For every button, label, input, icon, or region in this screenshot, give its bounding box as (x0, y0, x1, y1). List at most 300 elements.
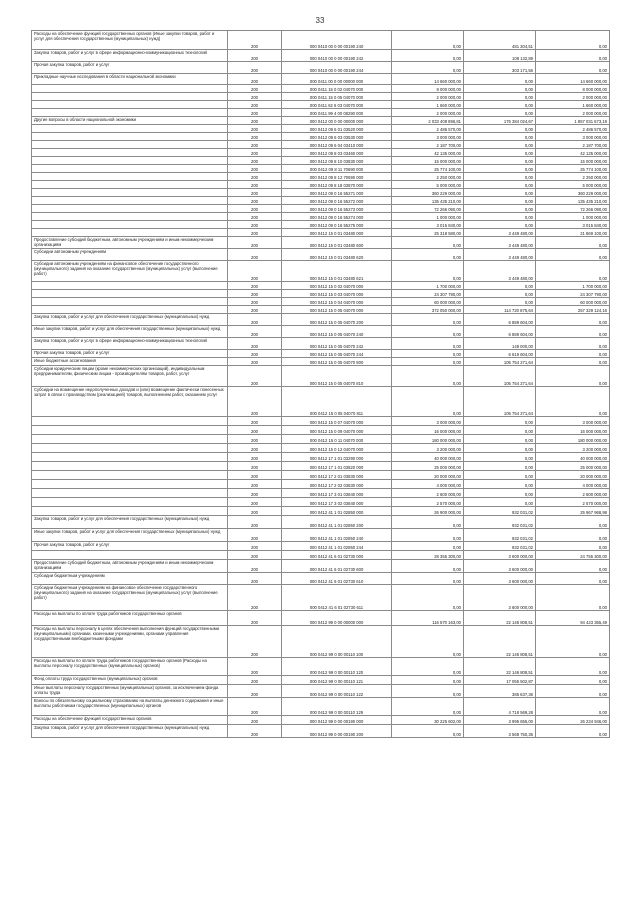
row-executed-cell: 0,00 (464, 417, 536, 426)
row-code-cell: 200 (228, 133, 282, 141)
row-name-cell (32, 125, 228, 133)
table-row (32, 350, 610, 358)
row-executed-cell: 3 600 000,00 (464, 585, 536, 611)
row-kbk-cell: 000 0412 09 6 03 03530 000 (282, 133, 392, 141)
row-executed-cell: 6 889 604,00 (464, 314, 536, 326)
page-number: 33 (315, 16, 325, 25)
row-name-cell: Предоставление субсидий бюджетным, автономным учреждениям и иным некоммерческим организациям (32, 560, 228, 573)
table-row (32, 611, 610, 626)
row-kbk-cell: 000 0412 09 0 16 55271 000 (282, 189, 392, 197)
row-code-cell: 200 (228, 444, 282, 453)
table-row (32, 31, 610, 50)
table-row (32, 358, 610, 366)
row-code-cell: 200 (228, 480, 282, 489)
row-kbk-cell: 000 0412 17 2 02 03830 000 (282, 480, 392, 489)
row-code-cell: 200 (228, 306, 282, 314)
table-row (32, 516, 610, 529)
table-row (32, 117, 610, 125)
row-unexecuted-cell: 0,00 (536, 560, 610, 573)
row-kbk-cell: 000 0412 99 0 00 00110 120 (282, 658, 392, 676)
row-code-cell: 200 (228, 573, 282, 585)
row-code-cell: 200 (228, 62, 282, 74)
row-unexecuted-cell: 21 869 100,00 (536, 229, 610, 237)
row-code-cell: 200 (228, 507, 282, 516)
row-code-cell: 200 (228, 611, 282, 626)
row-kbk-cell: 000 0412 15 0 02 04070 000 (282, 282, 392, 290)
table-row (32, 685, 610, 698)
row-code-cell: 200 (228, 85, 282, 93)
table-row (32, 698, 610, 716)
row-code-cell: 200 (228, 165, 282, 173)
row-code-cell: 200 (228, 551, 282, 560)
row-unexecuted-cell: 0,00 (536, 366, 610, 387)
row-unexecuted-cell: 0,00 (536, 62, 610, 74)
row-executed-cell: 6 889 604,00 (464, 326, 536, 338)
row-code-cell: 200 (228, 74, 282, 85)
row-approved-cell: 25 000 000,00 (392, 462, 464, 471)
row-kbk-cell: 000 0412 00 0 00 00000 000 (282, 117, 392, 125)
row-approved-cell: 25 318 580,00 (392, 229, 464, 237)
row-executed-cell: 3 449 480,00 (464, 237, 536, 249)
row-code-cell: 200 (228, 205, 282, 213)
row-kbk-cell: 000 0412 99 0 00 00000 000 (282, 611, 392, 626)
row-code-cell: 200 (228, 529, 282, 542)
row-executed-cell: 0,00 (464, 93, 536, 101)
row-name-cell (32, 221, 228, 229)
row-unexecuted-cell: 257 329 124,16 (536, 306, 610, 314)
row-executed-cell: 0,00 (464, 101, 536, 109)
row-kbk-cell: 000 0412 17 3 01 03840 000 (282, 489, 392, 498)
row-approved-cell: 0,00 (392, 573, 464, 585)
row-executed-cell: 176 384 024,67 (464, 117, 536, 125)
row-name-cell (32, 101, 228, 109)
row-kbk-cell: 000 0411 15 0 02 04070 000 (282, 85, 392, 93)
row-approved-cell: 0,00 (392, 516, 464, 529)
table-row (32, 229, 610, 237)
table-row (32, 181, 610, 189)
row-approved-cell: 180 000 000,00 (392, 435, 464, 444)
row-unexecuted-cell: 2 486 570,00 (536, 125, 610, 133)
row-executed-cell: 0,00 (464, 444, 536, 453)
row-name-cell: Закупка товаров, работ и услуг для обеспечения государственных (муниципальных) нужд (32, 314, 228, 326)
row-unexecuted-cell: 0,00 (536, 261, 610, 282)
table-row (32, 471, 610, 480)
row-name-cell (32, 471, 228, 480)
row-kbk-cell: 000 0412 99 0 00 00110 122 (282, 685, 392, 698)
row-approved-cell: 1 000 000,00 (392, 213, 464, 221)
row-unexecuted-cell: 0,00 (536, 237, 610, 249)
table-row (32, 551, 610, 560)
row-name-cell: Закупка товаров, работ и услуг в сфере информационно-коммуникационных технологий (32, 338, 228, 350)
row-code-cell: 200 (228, 249, 282, 261)
row-code-cell: 200 (228, 298, 282, 306)
row-approved-cell: 1 700 000,00 (392, 282, 464, 290)
row-name-cell (32, 189, 228, 197)
row-kbk-cell: 000 0412 15 0 03 04070 000 (282, 290, 392, 298)
row-executed-cell: 0,00 (464, 173, 536, 181)
row-approved-cell: 8 000 000,00 (392, 85, 464, 93)
row-code-cell: 200 (228, 125, 282, 133)
row-executed-cell: 0,00 (464, 426, 536, 435)
table-row (32, 165, 610, 173)
row-unexecuted-cell: 0,00 (536, 314, 610, 326)
table-row (32, 74, 610, 85)
row-executed-cell: 0,00 (464, 298, 536, 306)
row-approved-cell: 0,00 (392, 62, 464, 74)
row-name-cell: Предоставление субсидий бюджетным, автономным учреждениям и иным некоммерческим организациям (32, 237, 228, 249)
row-unexecuted-cell: 14 660 000,00 (536, 74, 610, 85)
row-kbk-cell: 000 0412 15 0 05 04070 200 (282, 314, 392, 326)
row-approved-cell: 0,00 (392, 326, 464, 338)
row-name-cell (32, 213, 228, 221)
row-kbk-cell: 000 0412 41 1 01 02850 240 (282, 529, 392, 542)
row-unexecuted-cell: 360 229 000,00 (536, 189, 610, 197)
row-code-cell: 200 (228, 685, 282, 698)
row-approved-cell: 2 486 570,00 (392, 125, 464, 133)
row-approved-cell: 15 000 000,00 (392, 157, 464, 165)
row-approved-cell: 40 000 000,00 (392, 453, 464, 462)
row-name-cell: Закупка товаров, работ и услуг в сфере информационно-коммуникационных технологий (32, 50, 228, 62)
row-executed-cell: 3 568 750,35 (464, 725, 536, 738)
row-executed-cell: 0,00 (464, 197, 536, 205)
row-name-cell (32, 306, 228, 314)
row-name-cell: Взносы по обязательному социальному страхованию на выплаты денежного содержания и иные выплаты работникам государственных (муниципальных) органов (32, 698, 228, 716)
row-unexecuted-cell: 3 000 000,00 (536, 133, 610, 141)
row-unexecuted-cell: 0,00 (536, 31, 610, 50)
row-kbk-cell: 000 0412 41 6 01 02730 000 (282, 551, 392, 560)
row-approved-cell: 24 307 790,00 (392, 290, 464, 298)
row-kbk-cell: 000 0412 15 0 05 04070 244 (282, 350, 392, 358)
row-kbk-cell: 000 0412 41 6 01 02730 610 (282, 573, 392, 585)
row-code-cell: 200 (228, 489, 282, 498)
row-executed-cell: 0,00 (464, 435, 536, 444)
row-executed-cell: 105 754 271,64 (464, 387, 536, 417)
row-unexecuted-cell: 0,00 (536, 350, 610, 358)
row-unexecuted-cell: 0,00 (536, 50, 610, 62)
row-approved-cell: 28 355 300,00 (392, 551, 464, 560)
table-row (32, 725, 610, 738)
row-executed-cell: 17 055 502,87 (464, 676, 536, 685)
table-row (32, 626, 610, 658)
row-approved-cell: 0,00 (392, 529, 464, 542)
row-executed-cell: 0,00 (464, 221, 536, 229)
row-unexecuted-cell: 1 660 000,00 (536, 101, 610, 109)
row-kbk-cell: 000 0412 17 2 01 03830 000 (282, 471, 392, 480)
row-approved-cell: 0,00 (392, 626, 464, 658)
table-row (32, 157, 610, 165)
row-name-cell: Субсидии бюджетным учреждениям (32, 573, 228, 585)
table-row (32, 173, 610, 181)
row-unexecuted-cell: 0,00 (536, 573, 610, 585)
row-executed-cell: 105 754 271,64 (464, 358, 536, 366)
table-row (32, 62, 610, 74)
row-approved-cell: 5 000 000,00 (392, 181, 464, 189)
row-code-cell: 200 (228, 237, 282, 249)
row-approved-cell: 2 600 000,00 (392, 489, 464, 498)
row-approved-cell: 20 000 000,00 (392, 471, 464, 480)
row-approved-cell: 0,00 (392, 698, 464, 716)
row-kbk-cell: 000 0412 41 6 01 02730 611 (282, 585, 392, 611)
row-kbk-cell: 000 0412 99 0 00 00190 200 (282, 725, 392, 738)
table-row (32, 298, 610, 306)
row-unexecuted-cell: 4 000 000,00 (536, 480, 610, 489)
row-unexecuted-cell: 0,00 (536, 529, 610, 542)
row-executed-cell: 149 000,00 (464, 338, 536, 350)
row-approved-cell: 0,00 (392, 261, 464, 282)
row-executed-cell: 3 449 480,00 (464, 261, 536, 282)
row-executed-cell: 0,00 (464, 181, 536, 189)
row-unexecuted-cell: 16 000 000,00 (536, 426, 610, 435)
row-kbk-cell: 000 0412 15 0 01 03480 000 (282, 229, 392, 237)
row-unexecuted-cell: 0,00 (536, 516, 610, 529)
table-row (32, 498, 610, 507)
row-unexecuted-cell: 3 000 000,00 (536, 417, 610, 426)
row-kbk-cell: 000 0412 09 0 16 55272 000 (282, 197, 392, 205)
row-executed-cell: 932 031,02 (464, 542, 536, 551)
row-name-cell: Другие вопросы в области национальной экономики (32, 117, 228, 125)
row-unexecuted-cell: 3 015 840,00 (536, 221, 610, 229)
row-kbk-cell: 000 0412 99 0 00 00190 000 (282, 716, 392, 725)
row-executed-cell: 0,00 (464, 453, 536, 462)
row-executed-cell: 932 031,02 (464, 516, 536, 529)
row-code-cell: 200 (228, 101, 282, 109)
row-name-cell: Закупка товаров, работ и услуг для обеспечения государственных (муниципальных) нужд (32, 725, 228, 738)
row-name-cell (32, 480, 228, 489)
row-code-cell: 200 (228, 542, 282, 551)
row-code-cell: 200 (228, 261, 282, 282)
table-row (32, 658, 610, 676)
row-unexecuted-cell: 15 000 000,00 (536, 157, 610, 165)
row-approved-cell: 2 000 000,00 (392, 109, 464, 117)
table-row (32, 366, 610, 387)
row-name-cell (32, 290, 228, 298)
row-kbk-cell: 000 0412 15 0 05 04070 240 (282, 326, 392, 338)
row-unexecuted-cell: 5 000 000,00 (536, 181, 610, 189)
row-executed-cell: 0,00 (464, 290, 536, 298)
row-name-cell: Прочая закупка товаров, работ и услуг (32, 542, 228, 551)
row-code-cell: 200 (228, 50, 282, 62)
row-kbk-cell: 000 0412 09 0 16 55274 000 (282, 213, 392, 221)
row-kbk-cell: 000 0412 99 0 00 00110 100 (282, 626, 392, 658)
row-approved-cell: 14 660 000,00 (392, 74, 464, 85)
row-executed-cell: 481 304,51 (464, 31, 536, 50)
row-name-cell (32, 157, 228, 165)
row-unexecuted-cell: 0,00 (536, 326, 610, 338)
row-unexecuted-cell: 1 857 031 673,19 (536, 117, 610, 125)
row-code-cell: 200 (228, 197, 282, 205)
row-approved-cell: 0,00 (392, 237, 464, 249)
row-executed-cell: 114 720 875,64 (464, 306, 536, 314)
row-unexecuted-cell: 0,00 (536, 249, 610, 261)
row-unexecuted-cell: 0,00 (536, 676, 610, 685)
row-name-cell: Субсидии юридическим лицам (кроме некоммерческих организаций), индивидуальным предпринимателям, физическим лицам - производителям товаров, работ, услуг (32, 366, 228, 387)
table-row (32, 221, 610, 229)
table-row (32, 480, 610, 489)
row-approved-cell: 0,00 (392, 338, 464, 350)
row-executed-cell: 0,00 (464, 165, 536, 173)
row-unexecuted-cell: 0,00 (536, 387, 610, 417)
row-name-cell (32, 507, 228, 516)
row-kbk-cell: 000 0412 15 0 05 04070 811 (282, 387, 392, 417)
row-kbk-cell: 000 0412 09 8 10 03830 000 (282, 157, 392, 165)
row-code-cell: 200 (228, 585, 282, 611)
row-executed-cell: 3 600 000,00 (464, 551, 536, 560)
row-approved-cell: 0,00 (392, 350, 464, 358)
row-name-cell (32, 435, 228, 444)
row-kbk-cell: 000 0412 15 0 09 04070 000 (282, 426, 392, 435)
row-kbk-cell: 000 0412 15 0 05 04070 242 (282, 338, 392, 350)
row-code-cell: 200 (228, 157, 282, 165)
row-kbk-cell: 000 0412 09 6 04 03410 000 (282, 141, 392, 149)
row-name-cell: Иные закупки товаров, работ и услуг для обеспечения государственных (муниципальных) нужд (32, 326, 228, 338)
row-kbk-cell: 000 0412 15 0 05 04070 000 (282, 306, 392, 314)
table-row (32, 93, 610, 101)
row-approved-cell: 2 000 000,00 (392, 93, 464, 101)
row-unexecuted-cell: 25 774 100,00 (536, 165, 610, 173)
row-code-cell: 200 (228, 358, 282, 366)
row-executed-cell: 3 600 000,00 (464, 560, 536, 573)
row-approved-cell: 3 200 000,00 (392, 444, 464, 453)
row-approved-cell: 116 570 163,00 (392, 611, 464, 626)
table-row (32, 205, 610, 213)
row-unexecuted-cell: 2 000 000,00 (536, 93, 610, 101)
row-code-cell: 200 (228, 314, 282, 326)
row-code-cell: 200 (228, 698, 282, 716)
table-row (32, 149, 610, 157)
table-row (32, 560, 610, 573)
row-executed-cell: 0,00 (464, 189, 536, 197)
row-approved-cell: 0,00 (392, 542, 464, 551)
row-unexecuted-cell: 0,00 (536, 685, 610, 698)
row-name-cell: Субсидии бюджетным учреждениям на финансовое обеспечение государственного (муниципального) задания на оказание государственных (муниципальных) услуг (выполнение работ) (32, 585, 228, 611)
row-approved-cell: 0,00 (392, 585, 464, 611)
row-unexecuted-cell: 135 435 210,00 (536, 197, 610, 205)
row-approved-cell: 0,00 (392, 314, 464, 326)
row-code-cell: 200 (228, 282, 282, 290)
row-approved-cell: 16 000 000,00 (392, 426, 464, 435)
table-row (32, 326, 610, 338)
row-name-cell (32, 551, 228, 560)
row-kbk-cell: 000 0412 99 0 00 00110 129 (282, 698, 392, 716)
table-row (32, 237, 610, 249)
table-row (32, 213, 610, 221)
budget-table (31, 30, 610, 738)
row-code-cell: 200 (228, 93, 282, 101)
row-code-cell: 200 (228, 453, 282, 462)
row-name-cell (32, 85, 228, 93)
table-row (32, 306, 610, 314)
row-kbk-cell: 000 0412 99 0 00 00110 121 (282, 676, 392, 685)
row-code-cell: 200 (228, 658, 282, 676)
row-name-cell: Субсидии автономным учреждениям (32, 249, 228, 261)
row-code-cell: 200 (228, 290, 282, 298)
row-unexecuted-cell: 2 187 700,00 (536, 141, 610, 149)
row-name-cell (32, 133, 228, 141)
row-approved-cell: 0,00 (392, 658, 464, 676)
table-row (32, 85, 610, 93)
row-kbk-cell: 000 0412 41 6 01 02730 600 (282, 560, 392, 573)
row-approved-cell: 0,00 (392, 366, 464, 387)
row-unexecuted-cell: 1 700 000,00 (536, 282, 610, 290)
row-name-cell (32, 229, 228, 237)
row-name-cell (32, 141, 228, 149)
row-approved-cell: 0,00 (392, 50, 464, 62)
row-code-cell: 200 (228, 189, 282, 197)
row-approved-cell: 0,00 (392, 387, 464, 417)
row-kbk-cell: 000 0412 15 0 07 04070 000 (282, 417, 392, 426)
row-approved-cell: 0,00 (392, 31, 464, 50)
row-code-cell: 200 (228, 626, 282, 658)
row-executed-cell: 932 031,02 (464, 507, 536, 516)
row-name-cell: Прикладные научные исследования в области национальной экономики (32, 74, 228, 85)
row-executed-cell: 0,00 (464, 213, 536, 221)
row-unexecuted-cell: 180 000 000,00 (536, 435, 610, 444)
row-executed-cell: 3 449 480,00 (464, 229, 536, 237)
row-executed-cell: 0,00 (464, 133, 536, 141)
row-executed-cell: 3 600 000,00 (464, 573, 536, 585)
table-row (32, 435, 610, 444)
row-unexecuted-cell: 2 000 000,00 (536, 109, 610, 117)
row-kbk-cell: 000 0412 15 0 05 04070 800 (282, 358, 392, 366)
budget-table-body (32, 31, 610, 738)
row-code-cell: 200 (228, 417, 282, 426)
row-approved-cell: 0,00 (392, 249, 464, 261)
row-executed-cell: 0,00 (464, 109, 536, 117)
row-code-cell: 200 (228, 676, 282, 685)
row-approved-cell: 2 250 000,00 (392, 173, 464, 181)
row-code-cell: 200 (228, 350, 282, 358)
row-unexecuted-cell: 94 423 355,49 (536, 611, 610, 626)
row-kbk-cell: 000 0412 41 1 01 02850 200 (282, 516, 392, 529)
row-approved-cell: 3 000 000,00 (392, 417, 464, 426)
table-row (32, 542, 610, 551)
row-code-cell: 200 (228, 426, 282, 435)
table-row (32, 314, 610, 326)
table-row (32, 716, 610, 725)
row-approved-cell: 360 229 000,00 (392, 189, 464, 197)
row-unexecuted-cell: 24 755 300,00 (536, 551, 610, 560)
row-approved-cell: 0,00 (392, 358, 464, 366)
row-approved-cell: 3 000 000,00 (392, 133, 464, 141)
row-approved-cell: 0,00 (392, 560, 464, 573)
row-code-cell: 200 (228, 141, 282, 149)
row-code-cell: 200 (228, 498, 282, 507)
row-name-cell (32, 109, 228, 117)
row-name-cell: Расходы на выплаты по оплате труда работников государственных органов (Расходы на выплаты персоналу государственных (муниципальных) органов) (32, 658, 228, 676)
row-unexecuted-cell: 0,00 (536, 725, 610, 738)
row-executed-cell: 6 619 604,00 (464, 350, 536, 358)
row-code-cell: 200 (228, 31, 282, 50)
table-row (32, 585, 610, 611)
row-name-cell (32, 197, 228, 205)
row-name-cell: Иные бюджетные ассигнования (32, 358, 228, 366)
row-executed-cell: 0,00 (464, 205, 536, 213)
row-unexecuted-cell: 1 000 000,00 (536, 213, 610, 221)
row-name-cell: Расходы на обеспечение функций государственных органов (Иные закупки товаров, работ и услуг для обеспечения государственных (муниципальных) нужд) (32, 31, 228, 50)
row-code-cell: 200 (228, 109, 282, 117)
row-executed-cell: 0,00 (464, 282, 536, 290)
row-kbk-cell: 000 0412 15 0 12 04070 000 (282, 444, 392, 453)
row-kbk-cell: 000 0412 17 1 01 03290 000 (282, 453, 392, 462)
row-name-cell: Фонд оплаты труда государственных (муниципальных) органов (32, 676, 228, 685)
row-kbk-cell: 000 0411 15 0 05 04070 000 (282, 93, 392, 101)
row-approved-cell: 60 000 000,00 (392, 298, 464, 306)
row-name-cell: Иные выплаты персоналу государственных (муниципальных) органов, за исключением фонда оплаты труда (32, 685, 228, 698)
table-row (32, 290, 610, 298)
row-approved-cell: 3 015 840,00 (392, 221, 464, 229)
row-unexecuted-cell: 26 234 946,00 (536, 716, 610, 725)
table-row (32, 529, 610, 542)
